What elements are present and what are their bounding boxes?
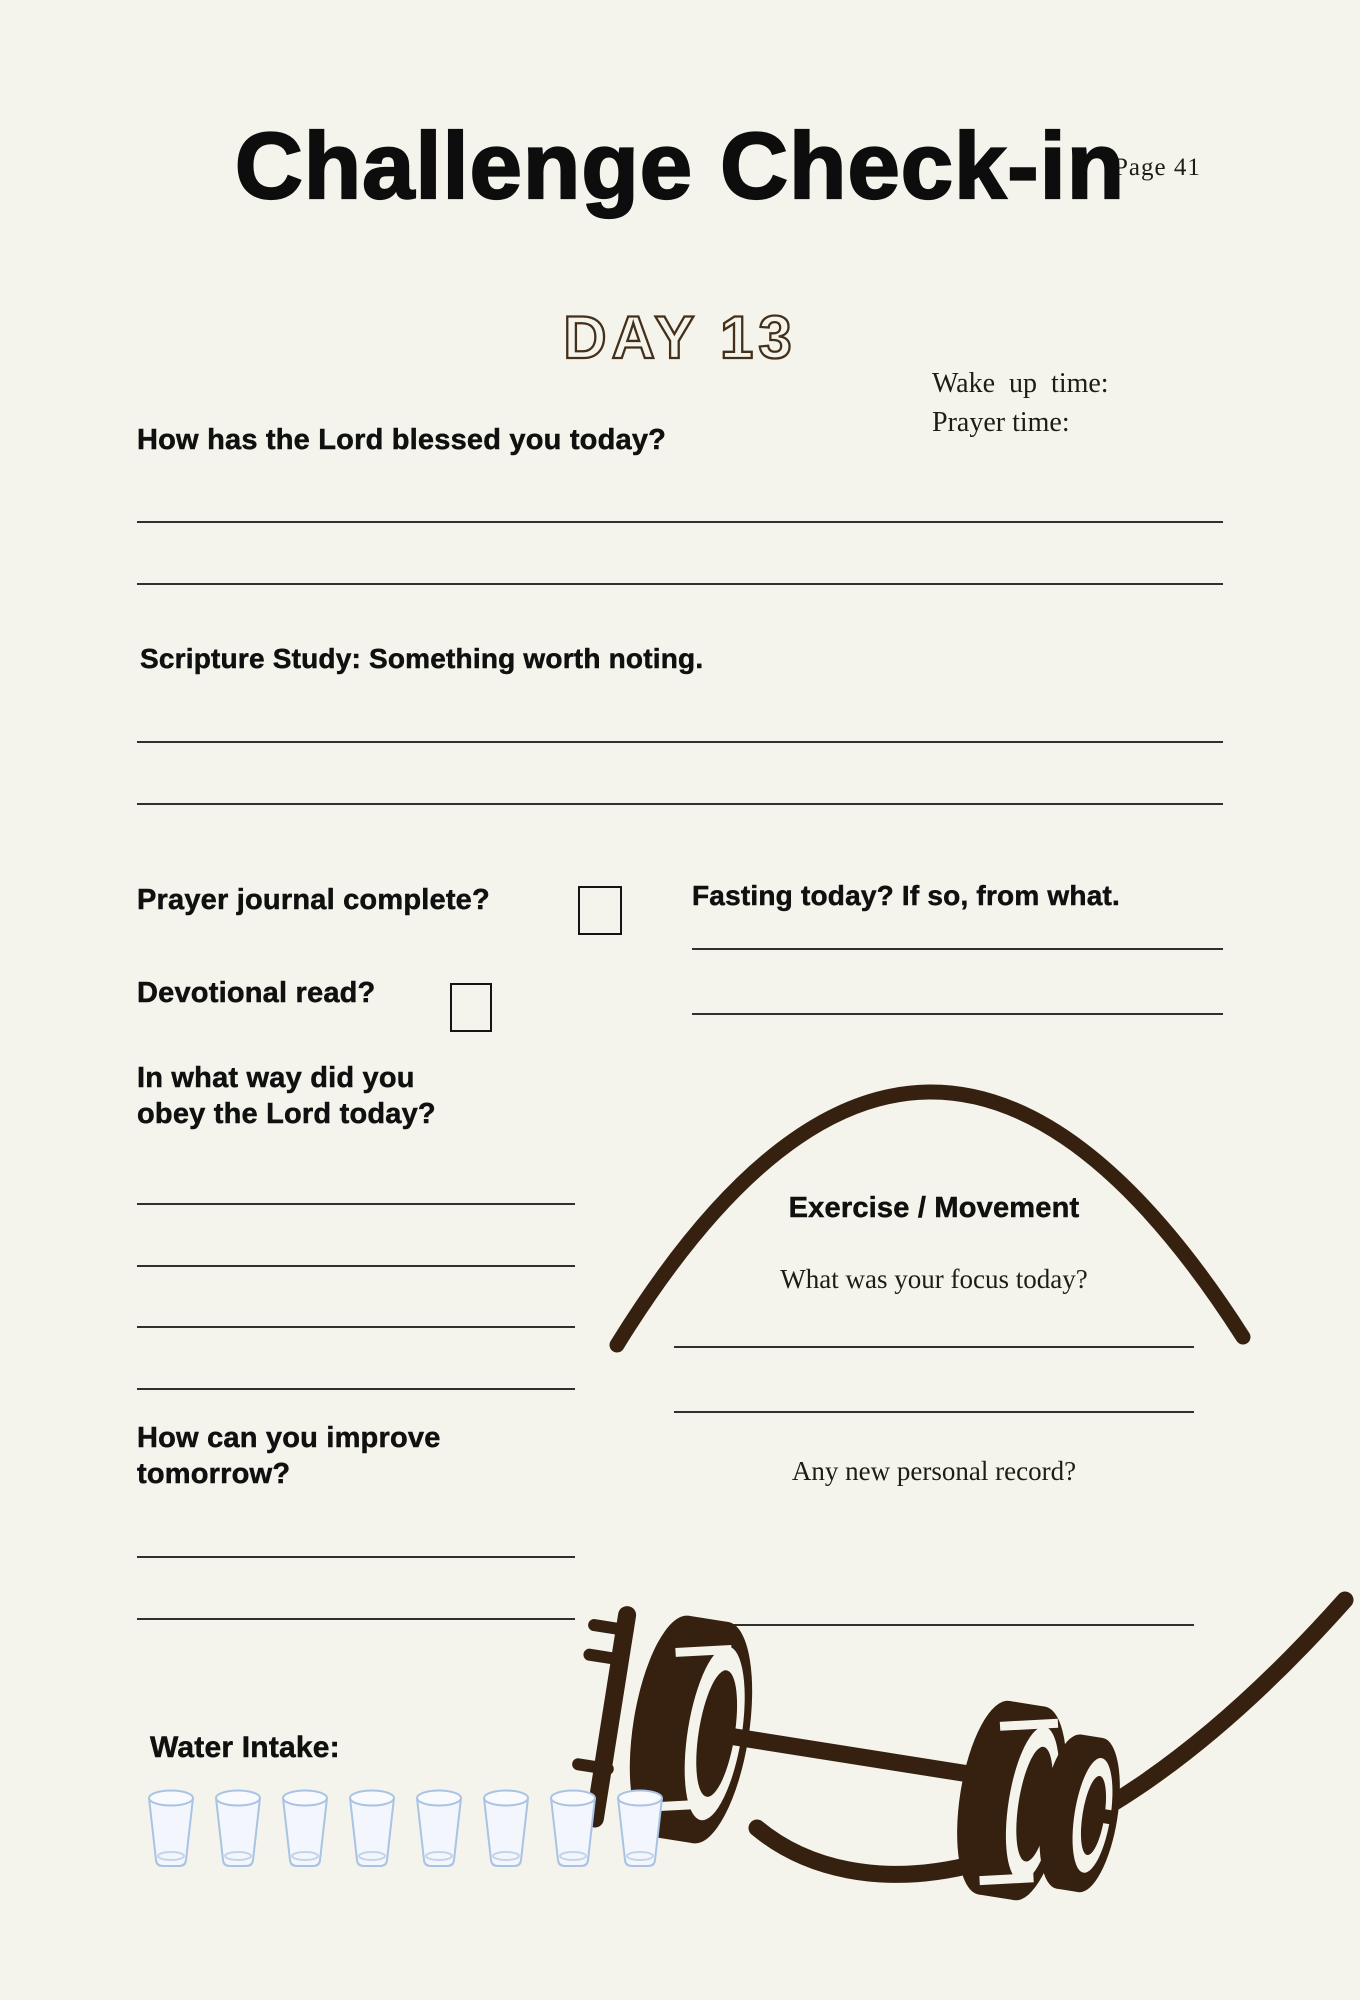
water-cup-icon[interactable]: [548, 1788, 598, 1875]
improve-question: How can you improve tomorrow?: [137, 1422, 441, 1490]
answer-line: [137, 741, 1223, 743]
prayer-journal-label: Prayer journal complete?: [137, 884, 490, 916]
record-question: Any new personal record?: [791, 1456, 1077, 1486]
water-intake-label: Water Intake:: [150, 1731, 340, 1764]
focus-question: What was your focus today?: [780, 1264, 1088, 1294]
water-cup-icon[interactable]: [213, 1788, 263, 1875]
answer-line: [137, 1203, 575, 1205]
answer-line: [137, 1556, 575, 1558]
day-label: [490, 298, 870, 378]
svg-text:DAY 13: DAY 13: [563, 304, 797, 371]
dumbbell-icon: [570, 1592, 1130, 1932]
answer-line: [137, 1388, 575, 1390]
fasting-question: Fasting today? If so, from what.: [692, 880, 1120, 911]
answer-line: [674, 1346, 1194, 1348]
exercise-heading: Exercise / Movement: [788, 1192, 1080, 1224]
obey-question: In what way did you obey the Lord today?: [137, 1062, 436, 1130]
answer-line: [137, 521, 1223, 523]
answer-line: [137, 803, 1223, 805]
wake-up-time-label: Wake up time:: [932, 368, 1109, 399]
answer-line: [137, 1265, 575, 1267]
answer-line: [137, 583, 1223, 585]
water-cup-icon[interactable]: [146, 1788, 196, 1875]
prayer-journal-checkbox[interactable]: [578, 886, 622, 935]
answer-line: [692, 948, 1223, 950]
water-cup-icon[interactable]: [280, 1788, 330, 1875]
water-cup-icon[interactable]: [414, 1788, 464, 1875]
blessed-question: How has the Lord blessed you today?: [137, 424, 667, 456]
water-cup-icon[interactable]: [615, 1788, 665, 1875]
water-cups-row: [146, 1788, 665, 1875]
answer-line: [137, 1618, 575, 1620]
day-outline-text: [490, 298, 870, 378]
answer-line: [137, 1326, 575, 1328]
page-title: Challenge Check-in: [234, 113, 1126, 218]
water-cup-icon[interactable]: [481, 1788, 531, 1875]
page-number: Page 41: [1114, 154, 1201, 181]
water-cup-icon[interactable]: [347, 1788, 397, 1875]
devotional-checkbox[interactable]: [450, 983, 492, 1032]
answer-line: [692, 1013, 1223, 1015]
prayer-time-label: Prayer time:: [932, 407, 1070, 438]
time-labels: [932, 364, 1109, 442]
devotional-label: Devotional read?: [137, 977, 376, 1009]
scripture-heading: Scripture Study: Something worth noting.: [140, 643, 704, 674]
answer-line: [674, 1411, 1194, 1413]
